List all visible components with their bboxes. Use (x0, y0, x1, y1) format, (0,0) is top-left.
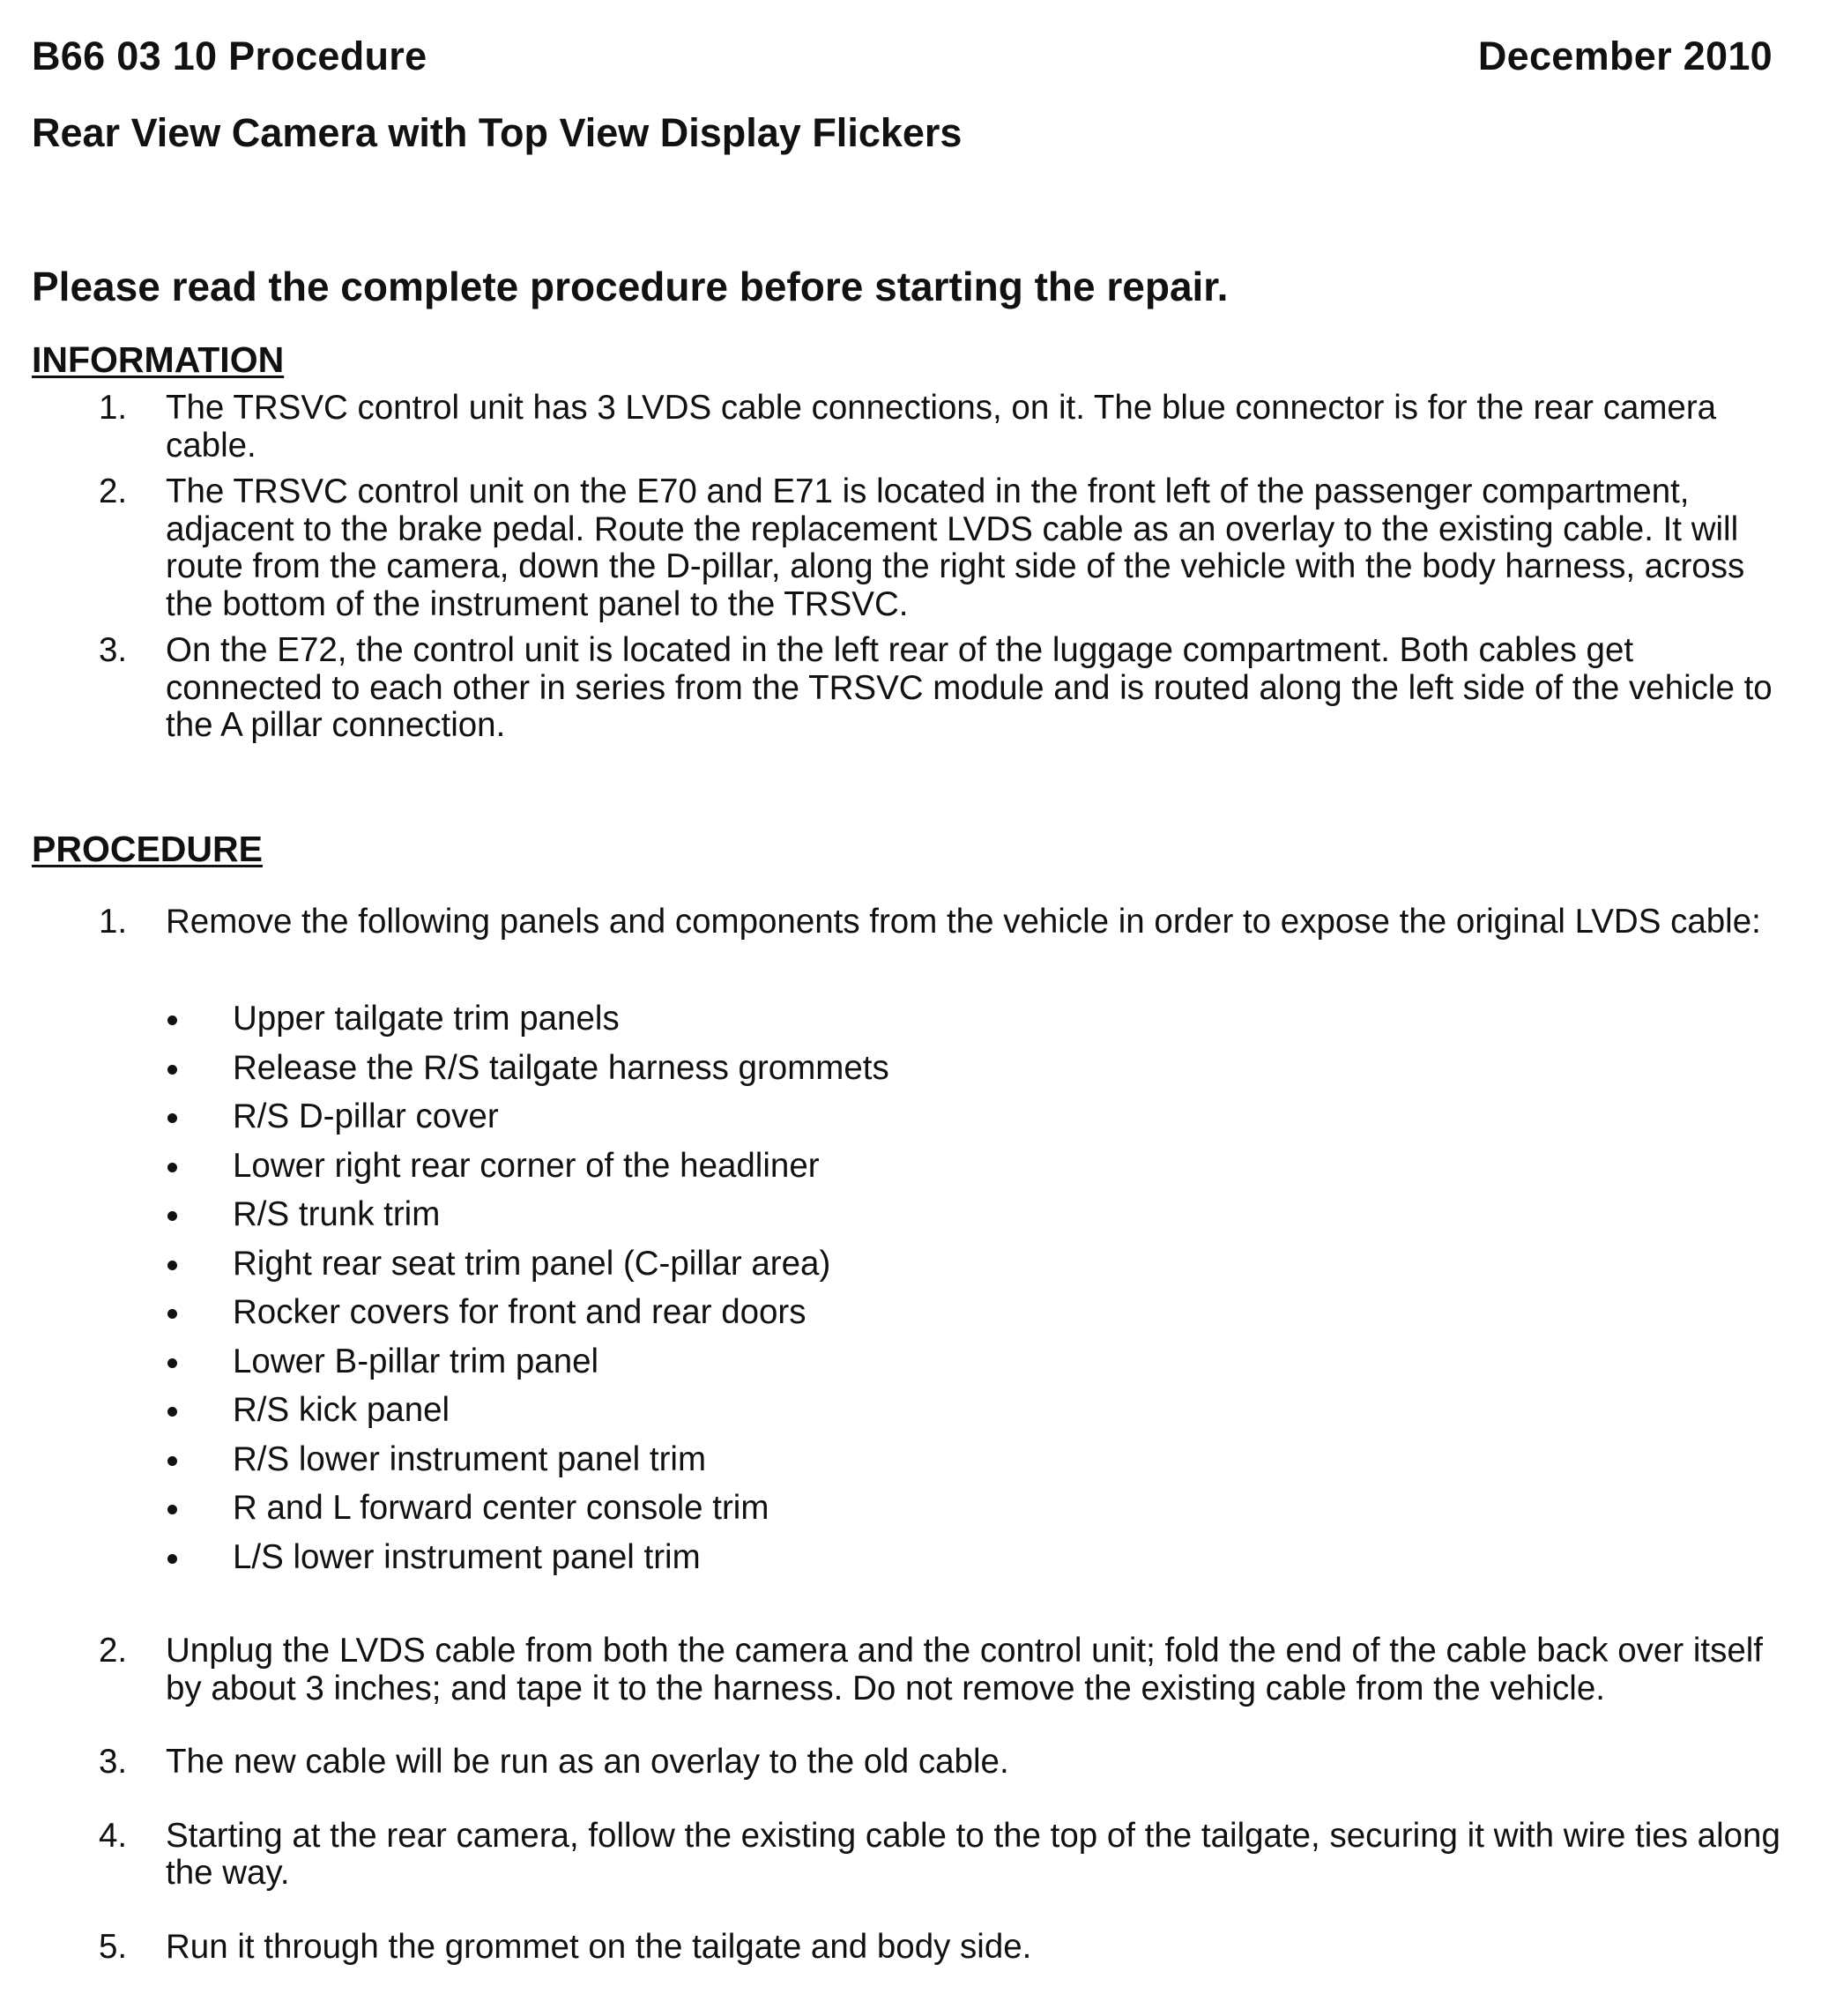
bullet-icon (167, 1211, 177, 1221)
bullet-icon (167, 1358, 177, 1368)
bullet-icon (167, 1456, 177, 1466)
list-item-text: Rocker covers for front and rear doors (233, 1293, 807, 1331)
list-number: 3. (99, 631, 128, 669)
information-heading: INFORMATION (32, 339, 285, 380)
list-item-text: Lower B-pillar trim panel (233, 1342, 599, 1380)
bullet-icon (167, 1015, 177, 1025)
bullet-icon (167, 1065, 177, 1075)
information-item-text: The TRSVC control unit has 3 LVDS cable connections, on it. The blue connector is for the rear camera cable. (166, 389, 1717, 465)
bullet-icon (167, 1505, 177, 1514)
list-item (0, 1098, 1836, 1148)
list-number: 4. (99, 1816, 128, 1855)
read-procedure-notice: Please read the complete procedure before starting the repair. (32, 264, 1229, 309)
list-item (0, 1294, 1836, 1343)
list-item (0, 1001, 1836, 1050)
list-item (0, 1246, 1836, 1295)
information-item (0, 632, 1836, 745)
procedure-step (0, 1818, 1836, 1893)
list-item (0, 1539, 1836, 1588)
list-item-text: R/S trunk trim (233, 1195, 441, 1233)
information-item-text: On the E72, the control unit is located in the left rear of the luggage compartment. Both cables get connected to each other in series from the TRSVC module and is routed along the left side of the vehicle to the A pillar connection. (166, 631, 1773, 744)
list-item (0, 1196, 1836, 1246)
procedure-step-text: Starting at the rear camera, follow the existing cable to the top of the tailgate, securing it with wire ties along the way. (166, 1816, 1780, 1892)
procedure-step (0, 1744, 1836, 1782)
bullet-icon (167, 1309, 177, 1319)
list-item (0, 1343, 1836, 1393)
list-number: 1. (99, 389, 128, 427)
list-number: 3. (99, 1743, 128, 1781)
list-item (0, 1392, 1836, 1441)
list-item-text: L/S lower instrument panel trim (233, 1537, 701, 1576)
information-list (0, 390, 1836, 754)
list-item-text: Right rear seat trim panel (C-pillar area) (233, 1244, 831, 1283)
procedure-step (0, 1929, 1836, 1967)
list-item (0, 1148, 1836, 1197)
information-item (0, 473, 1836, 623)
list-item-text: Lower right rear corner of the headliner (233, 1146, 820, 1185)
information-item-text: The TRSVC control unit on the E70 and E71 is located in the front left of the passenger compartment, adjacent to the brake pedal. Route the replacement LVDS cable as an overlay to the existing cable. It will route from the camera, down the D-pillar, along the right side of the vehicle with the body harness, across the bottom of the instrument panel to the TRSVC. (166, 472, 1745, 623)
list-item-text: R/S kick panel (233, 1391, 450, 1429)
list-number: 1. (99, 903, 128, 941)
list-item-text: R/S D-pillar cover (233, 1097, 499, 1135)
list-item-text: Release the R/S tailgate harness grommets (233, 1048, 889, 1087)
procedure-step (0, 904, 1836, 941)
procedure-step-text: Run it through the grommet on the tailgate and body side. (166, 1927, 1032, 1966)
list-item-text: R and L forward center console trim (233, 1489, 769, 1527)
list-item (0, 1490, 1836, 1539)
procedure-step-text: The new cable will be run as an overlay to the old cable. (166, 1743, 1009, 1781)
procedure-step-list (0, 904, 1836, 941)
bullet-icon (167, 1261, 177, 1270)
list-item-text: R/S lower instrument panel trim (233, 1439, 707, 1478)
list-number: 2. (99, 1632, 128, 1670)
procedure-step (0, 1633, 1836, 1707)
bullet-icon (167, 1407, 177, 1417)
document-number: B66 03 10 Procedure (32, 33, 427, 78)
list-item (0, 1441, 1836, 1491)
procedure-step-list (0, 1633, 1836, 2002)
procedure-step-text: Unplug the LVDS cable from both the camera and the control unit; fold the end of the cable back over itself by about 3 inches; and tape it to the harness. Do not remove the existing cable from the vehicle. (166, 1632, 1764, 1707)
bullet-icon (167, 1554, 177, 1564)
list-item (0, 1050, 1836, 1099)
document-title: Rear View Camera with Top View Display Flickers (32, 110, 963, 155)
list-number: 5. (99, 1927, 128, 1966)
bullet-icon (167, 1163, 177, 1172)
list-number: 2. (99, 472, 128, 510)
information-item (0, 390, 1836, 465)
procedure-heading: PROCEDURE (32, 829, 263, 869)
document-date: December 2010 (1477, 33, 1773, 78)
list-item-text: Upper tailgate trim panels (233, 1000, 620, 1038)
bullet-icon (167, 1113, 177, 1123)
components-to-remove-list (0, 1001, 1836, 1588)
procedure-step-text: Remove the following panels and components from the vehicle in order to expose the original LVDS cable: (166, 903, 1761, 941)
document-header (32, 33, 1773, 86)
